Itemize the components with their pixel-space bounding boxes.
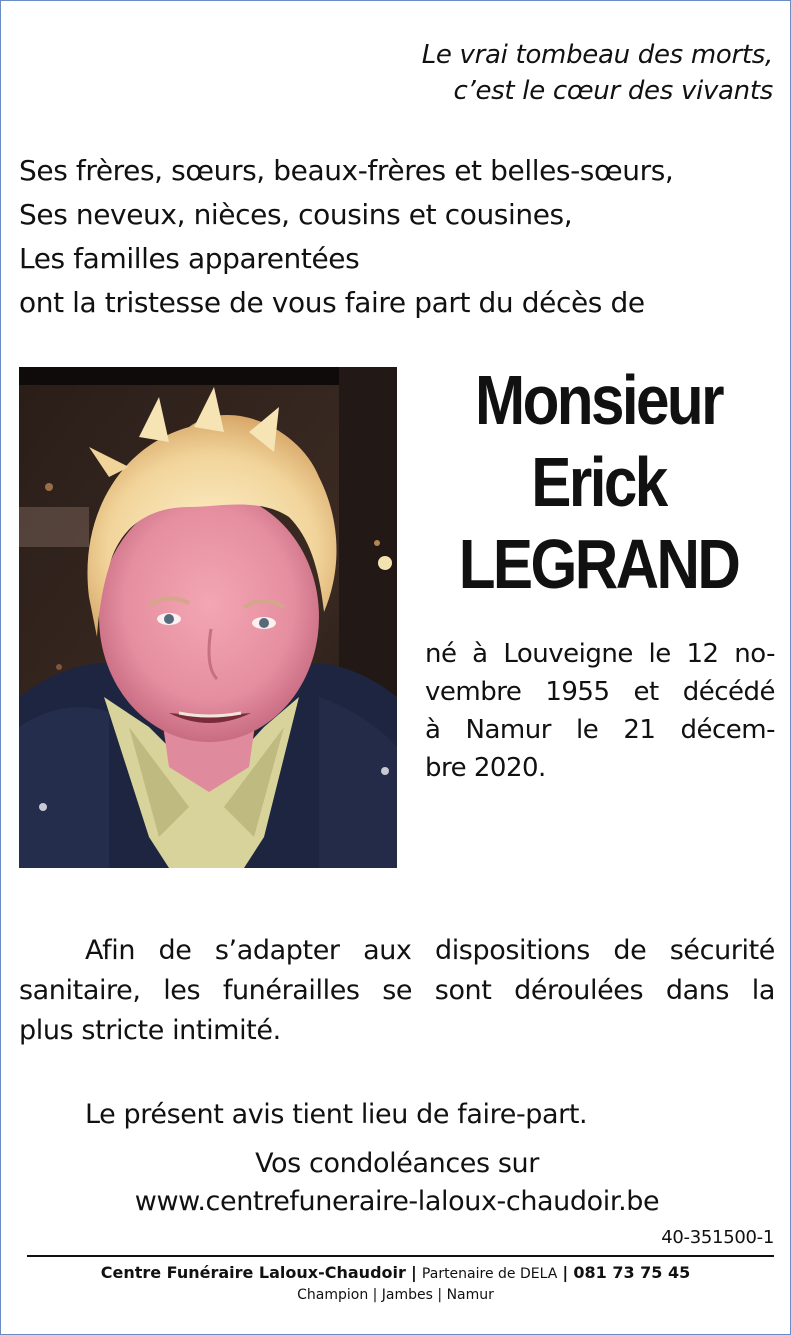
dates-line-4: bre 2020. — [425, 753, 546, 783]
deceased-title: Monsieur — [475, 361, 722, 439]
notice-line-3: plus stricte intimité. — [19, 1015, 281, 1046]
condolences — [19, 1145, 775, 1221]
deceased-first-name: Erick — [531, 443, 666, 521]
footer-line-1 — [1, 1262, 790, 1285]
funeral-notice — [19, 931, 775, 1051]
dates-line-1: né à Louveigne le 12 no- — [425, 639, 775, 669]
family-line-4: ont la tristesse de vous faire part du décès de — [19, 286, 645, 319]
family-line-2: Ses neveux, nièces, cousins et cousines, — [19, 198, 573, 231]
deceased-name — [442, 359, 756, 605]
epigraph — [422, 37, 773, 109]
epigraph-line-2: c’est le cœur des vivants — [453, 76, 773, 106]
reference-number: 40-351500-1 — [661, 1227, 774, 1248]
epigraph-line-1: Le vrai tombeau des morts, — [421, 40, 773, 70]
condolences-website-link[interactable]: www.centrefuneraire-laloux-chaudoir.be — [134, 1186, 660, 1217]
partner-label: Partenaire de DELA — [421, 1266, 558, 1282]
phone-number: 081 73 75 45 — [573, 1263, 691, 1282]
footer-separator: | — [562, 1263, 569, 1282]
notice-line-1: Afin de s’adapter aux dispositions de sécurité — [85, 935, 775, 966]
footer-divider — [27, 1255, 774, 1257]
funeral-home-name: Centre Funéraire Laloux-Chaudoir — [100, 1263, 406, 1282]
dates-line-2: vembre 1955 et décédé — [425, 677, 775, 707]
funeral-home-footer — [1, 1262, 790, 1305]
footer-locations: Champion | Jambes | Namur — [297, 1287, 494, 1303]
avis-statement: Le présent avis tient lieu de faire-part. — [85, 1099, 588, 1130]
footer-separator: | — [410, 1263, 417, 1282]
family-line-1: Ses frères, sœurs, beaux-frères et belles-sœurs, — [19, 154, 674, 187]
notice-line-2: sanitaire, les funérailles se sont déroulées dans la — [19, 975, 775, 1006]
deceased-last-name: LEGRAND — [458, 525, 739, 603]
family-announcement — [19, 149, 673, 325]
family-line-3: Les familles apparentées — [19, 242, 360, 275]
dates-line-3: à Namur le 21 décem- — [425, 715, 775, 745]
condolences-line: Vos condoléances sur — [255, 1148, 539, 1179]
birth-death-dates — [425, 635, 775, 787]
deceased-portrait-photo — [19, 367, 397, 868]
